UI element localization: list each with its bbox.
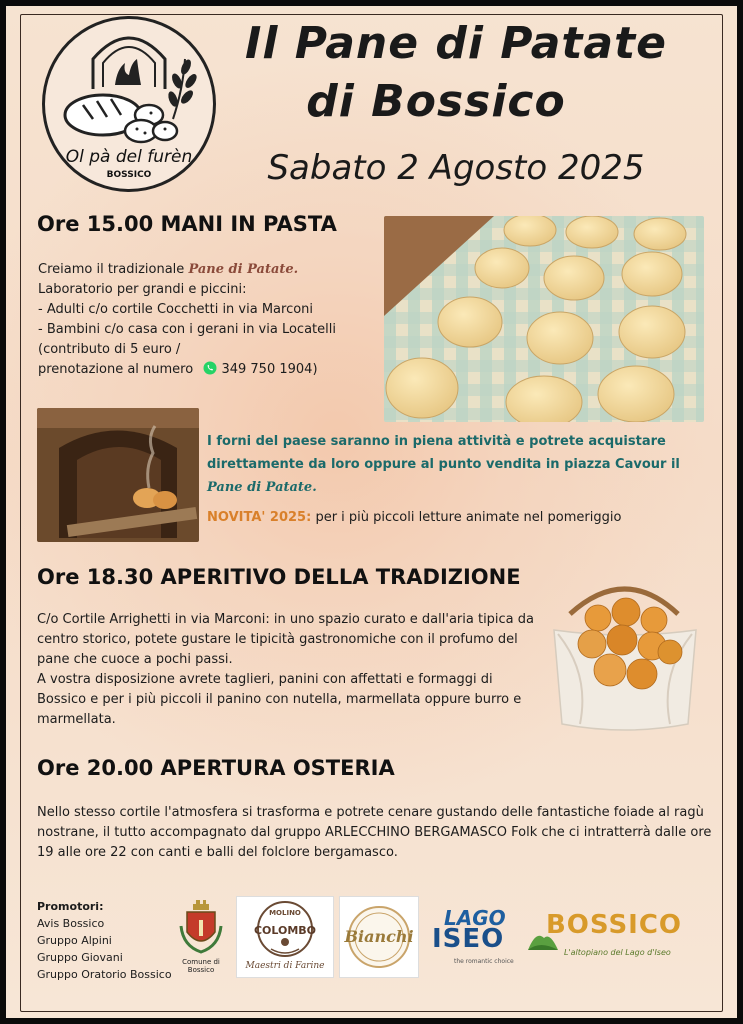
section2-heading: Ore 18.30 APERITIVO DELLA TRADIZIONE (37, 565, 521, 589)
section1-line: - Adulti c/o cortile Cocchetti in via Marconi (38, 302, 314, 317)
section3-heading: Ore 20.00 APERTURA OSTERIA (37, 756, 395, 780)
promoter-item: Avis Bossico (37, 917, 105, 930)
section2-paragraph1: C/o Cortile Arrighetti in via Marconi: in uno spazio curato e dall'aria tipica da centro storico, potete gustare le tipicità gastronomiche con il profumo del pane che cuoce a pochi passi. (37, 612, 535, 667)
phone-number: 349 750 1904) (221, 362, 318, 377)
ovens-text (207, 430, 717, 499)
molino-colombo-logo (236, 896, 334, 978)
comune-logo (174, 896, 228, 976)
ovens-highlight: Pane di Patate. (207, 480, 317, 495)
comune-label: Comune di Bossico (182, 958, 220, 974)
section1-heading: Ore 15.00 MANI IN PASTA (37, 212, 337, 236)
lago-top: LAGO (444, 906, 506, 930)
bossico-name: BOSSICO (545, 910, 683, 940)
promoters-label: Promotori: (37, 900, 104, 913)
booking-label: prenotazione al numero (38, 362, 194, 377)
promoters (37, 898, 172, 983)
ovens-description: I forni del paese saranno in piena attività e potrete acquistare direttamente da loro oppure al punto vendita in piazza Cavour il (207, 434, 680, 472)
novita-line (207, 508, 717, 528)
promoter-item: Gruppo Alpini (37, 934, 112, 947)
section1-body (38, 260, 383, 380)
lago-iseo-logo (430, 906, 516, 972)
novita-text: per i più piccoli letture animate nel pomeriggio (315, 510, 622, 525)
oven-logo (42, 16, 216, 192)
section1-line: - Bambini c/o casa con i gerani in via Locatelli (38, 322, 336, 337)
whatsapp-icon (203, 361, 217, 375)
novita-label: NOVITA' 2025: (207, 510, 312, 525)
section1-intro: Creiamo il tradizionale (38, 262, 185, 277)
bianchi-name: Bianchi (344, 927, 414, 946)
section3-paragraph: Nello stesso cortile l'atmosfera si trasforma e potrete cenare gustando delle fantastiche foiade al ragù nostrane, il tutto accompagnato dal gruppo ARLECCHINO BERGAMASCO Folk che ci intratterrà dalle ore 19 alle ore 22 con canti e balli del folclore bergamasco. (37, 805, 712, 860)
bread-basket-photo (550, 574, 700, 734)
section2-body (37, 610, 537, 730)
section1-line: Laboratorio per grandi e piccini: (38, 282, 247, 297)
bossico-sub: L'altopiano del Lago d'Iseo (564, 948, 671, 957)
molino-top: MOLINO (269, 909, 301, 917)
logo-place: BOSSICO (106, 170, 152, 180)
promoter-item: Gruppo Giovani (37, 951, 123, 964)
event-date: Sabato 2 Agosto 2025 (267, 148, 645, 188)
dough-photo (384, 216, 704, 422)
bianchi-logo (339, 896, 419, 978)
oven-photo (37, 408, 199, 542)
coat-of-arms-icon (179, 896, 223, 954)
logo-name: Ol pà del furèn (65, 147, 193, 167)
promoter-item: Gruppo Oratorio Bossico (37, 968, 172, 981)
bossico-logo (524, 908, 704, 974)
section1-intro-highlight: Pane di Patate. (188, 262, 299, 277)
section2-paragraph2: A vostra disposizione avrete taglieri, panini con affettati e formaggi di Bossico e per i più piccoli il panino con nutella, marmellata oppure burro e marmellata. (37, 672, 522, 727)
poster (6, 6, 737, 1018)
title-line-2: di Bossico (306, 76, 566, 127)
molino-name: COLOMBO (253, 924, 317, 937)
molino-sub: Maestri di Farine (245, 961, 325, 971)
title-line-1: Il Pane di Patate (244, 18, 667, 69)
lago-sub: the romantic choice (454, 958, 514, 965)
lago-name: ISEO (432, 924, 505, 954)
section1-line: (contributo di 5 euro / (38, 342, 181, 357)
